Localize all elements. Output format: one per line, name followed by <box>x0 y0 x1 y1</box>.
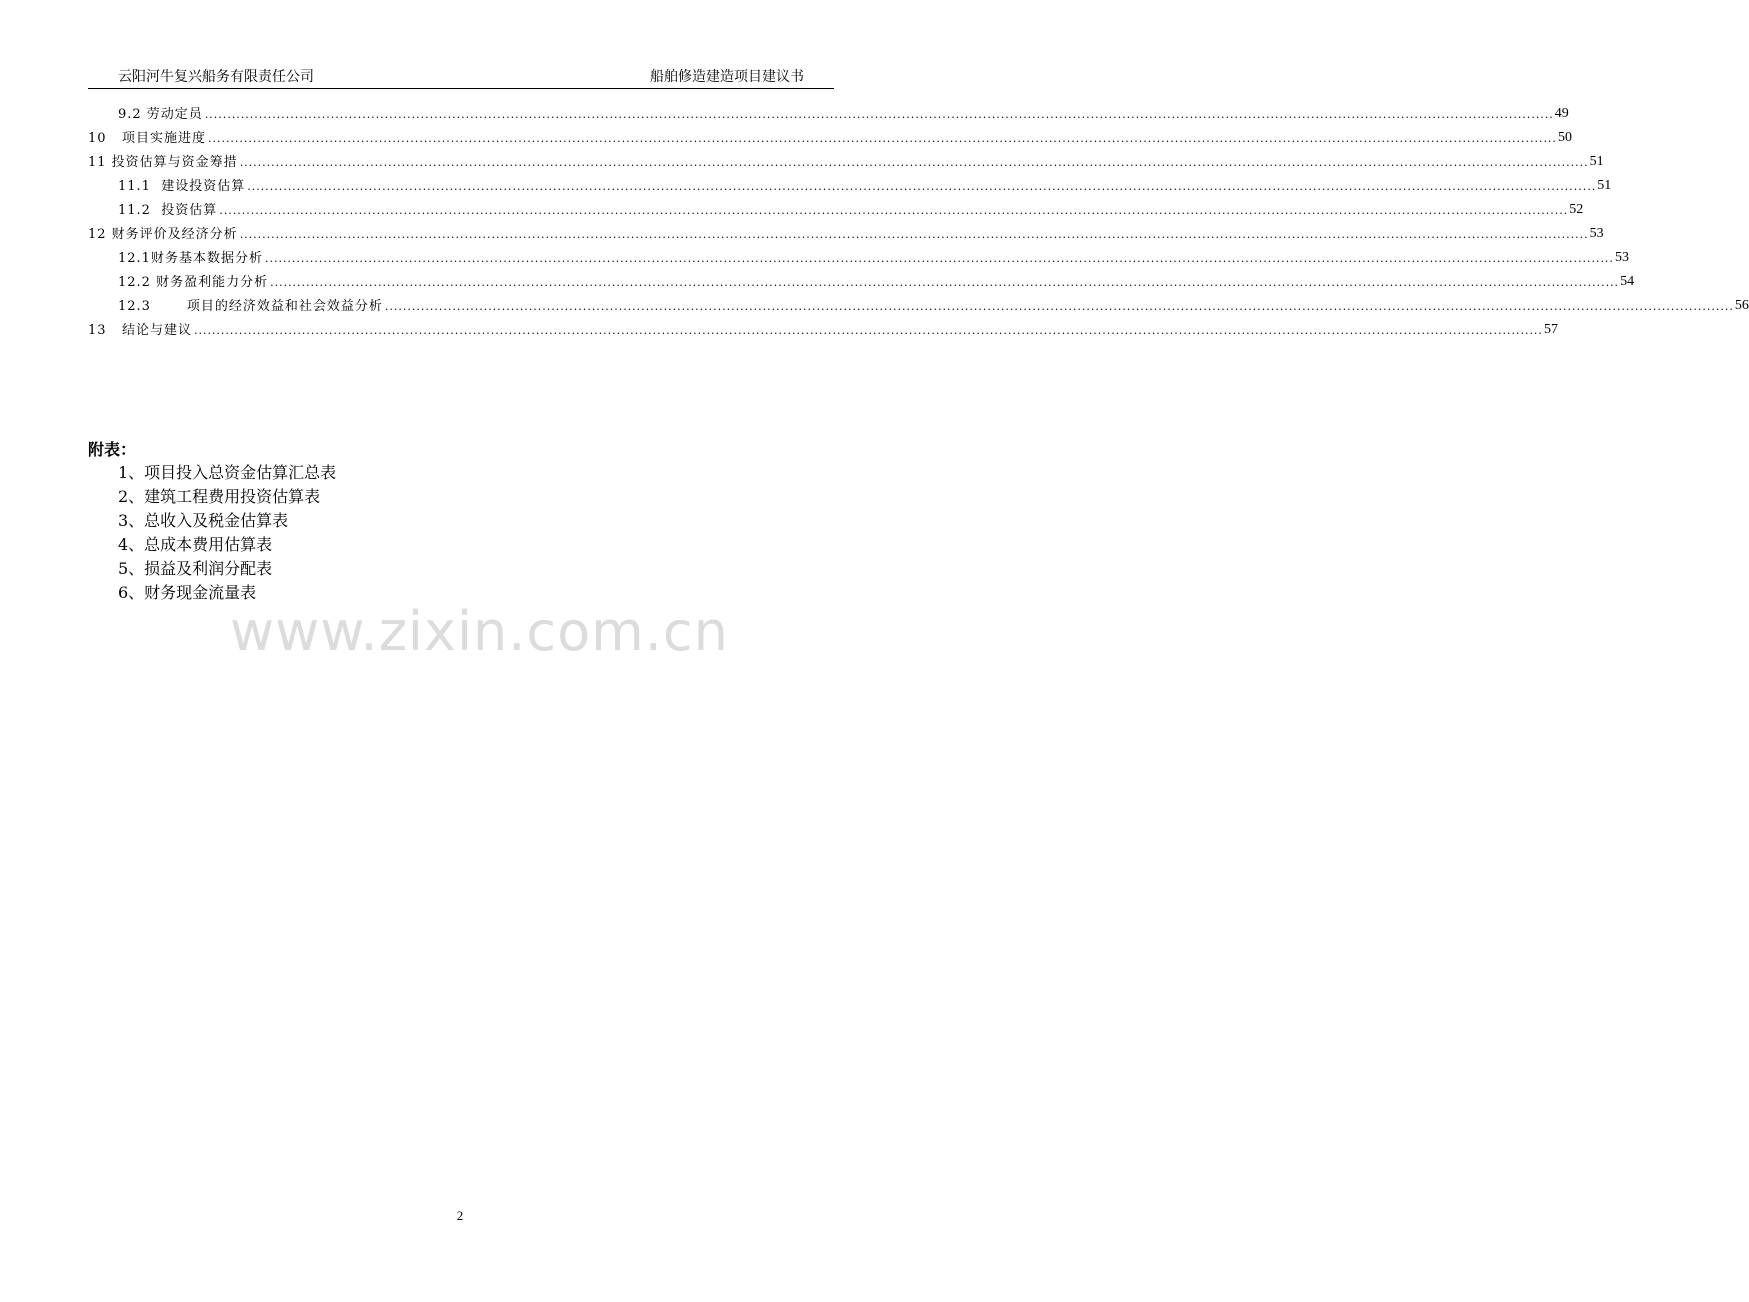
toc-entry-page: 51 <box>1589 154 1604 169</box>
toc-entry-page: 52 <box>1569 202 1584 217</box>
toc-entry-page: 53 <box>1589 226 1604 241</box>
header-document-title: 船舶修造建造项目建议书 <box>650 69 804 85</box>
toc-entry[interactable] <box>88 266 1635 290</box>
appendix-item: 1、项目投入总资金估算汇总表 <box>118 463 337 482</box>
toc-dot-leader: ............................................................................................................................................................................................................................................................................................................ <box>239 228 1589 241</box>
toc-entry[interactable] <box>88 194 1584 218</box>
toc-entry-page: 56 <box>1734 298 1749 313</box>
toc-entry-page: 53 <box>1614 250 1629 265</box>
toc-entry-label: 12.1财务基本数据分析 <box>118 251 263 266</box>
toc-dot-leader: ............................................................................................................................................................................................................................................................................................................ <box>384 300 1734 313</box>
toc-entry[interactable] <box>88 170 1612 194</box>
appendix-item: 4、总成本费用估算表 <box>118 535 273 554</box>
toc-entry[interactable] <box>88 218 1604 242</box>
toc-entry-label: 10 项目实施进度 <box>88 131 206 146</box>
toc-dot-leader: ............................................................................................................................................................................................................................................................................................................ <box>204 108 1554 121</box>
toc-entry-page: 54 <box>1620 274 1635 289</box>
toc-entry-label: 12.2 财务盈利能力分析 <box>118 275 269 290</box>
toc-entry[interactable] <box>88 122 1572 146</box>
toc-entry-page: 49 <box>1554 106 1569 121</box>
toc-entry[interactable] <box>88 98 1569 122</box>
appendix-item: 2、建筑工程费用投资估算表 <box>118 487 321 506</box>
toc-dot-leader: ............................................................................................................................................................................................................................................................................................................ <box>270 276 1620 289</box>
toc-entry-label: 12 财务评价及经济分析 <box>88 227 238 242</box>
toc-dot-leader: ............................................................................................................................................................................................................................................................................................................ <box>193 324 1543 337</box>
toc-entry-label: 12.3 项目的经济效益和社会效益分析 <box>118 299 383 314</box>
page-number: 2 <box>456 1208 464 1223</box>
appendix-heading: 附表： <box>88 440 137 459</box>
toc-entry-page: 57 <box>1543 322 1558 337</box>
toc-dot-leader: ............................................................................................................................................................................................................................................................................................................ <box>207 132 1557 145</box>
toc-dot-leader: ............................................................................................................................................................................................................................................................................................................ <box>264 252 1614 265</box>
header-company-name: 云阳河牛复兴船务有限责任公司 <box>118 69 314 85</box>
appendix-item: 5、损益及利润分配表 <box>118 559 273 578</box>
toc-entry[interactable] <box>88 314 1558 338</box>
toc-entry-label: 11 投资估算与资金筹措 <box>88 155 238 170</box>
toc-entry[interactable] <box>88 290 1749 314</box>
appendix-list <box>118 461 336 605</box>
toc-entry-label: 13 结论与建议 <box>88 323 192 338</box>
toc-dot-leader: ............................................................................................................................................................................................................................................................................................................ <box>219 204 1569 217</box>
toc-entry-page: 50 <box>1557 130 1572 145</box>
toc-entry-label: 11.1 建设投资估算 <box>118 179 246 194</box>
toc-dot-leader: ............................................................................................................................................................................................................................................................................................................ <box>247 180 1597 193</box>
toc-entry-label: 11.2 投资估算 <box>118 203 218 218</box>
watermark: www.zixin.com.cn <box>230 600 729 663</box>
appendix-item: 6、财务现金流量表 <box>118 583 257 602</box>
table-of-contents <box>88 98 1749 338</box>
toc-entry-label: 9.2 劳动定员 <box>118 107 203 122</box>
toc-entry[interactable] <box>88 146 1604 170</box>
toc-dot-leader: ............................................................................................................................................................................................................................................................................................................ <box>239 156 1589 169</box>
page-header <box>88 66 834 89</box>
toc-entry[interactable] <box>88 242 1629 266</box>
toc-entry-page: 51 <box>1597 178 1612 193</box>
appendix-item: 3、总收入及税金估算表 <box>118 511 289 530</box>
